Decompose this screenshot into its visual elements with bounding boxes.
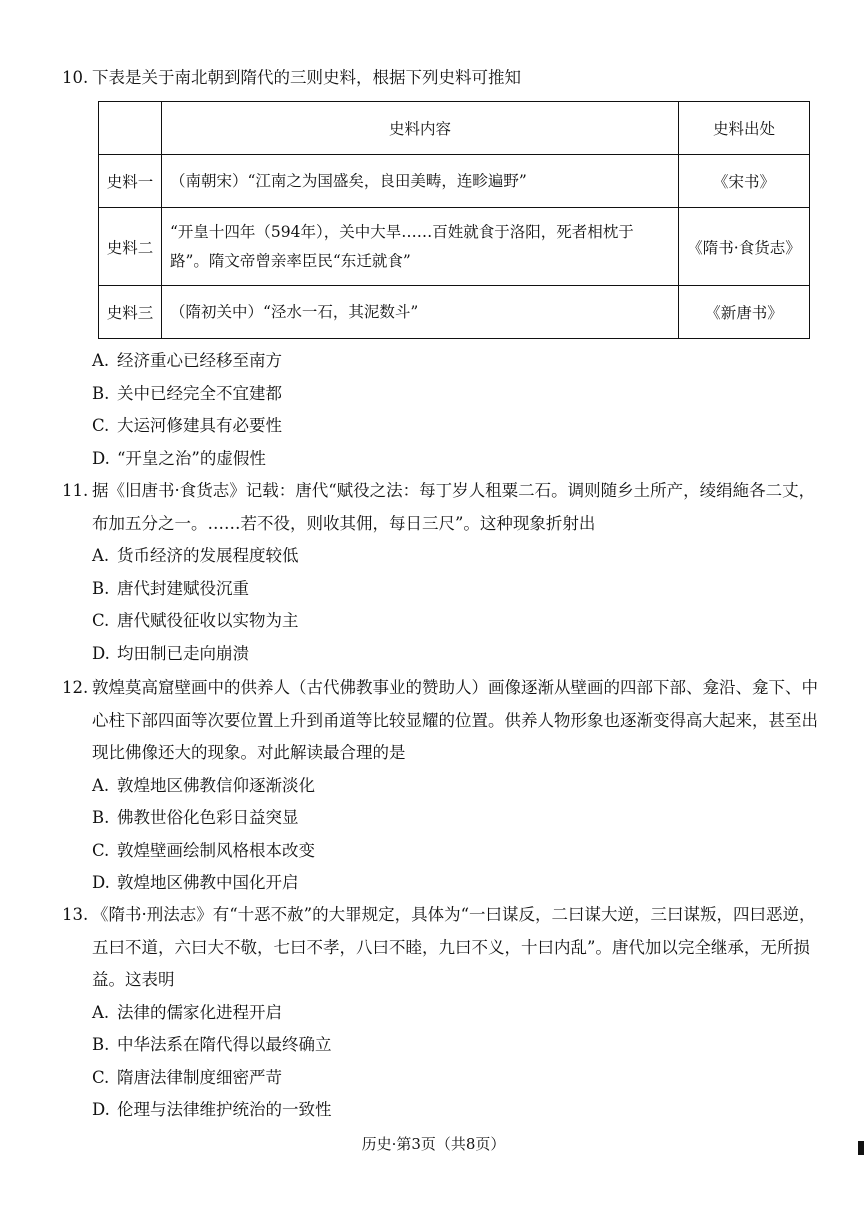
option-text: 经济重心已经移至南方 — [117, 351, 282, 370]
question-number: 13. — [62, 905, 89, 924]
source-origin: 《隋书·食货志》 — [679, 208, 810, 286]
option-c — [92, 1062, 822, 1095]
option-label: A. — [92, 775, 110, 795]
option-text: 敦煌地区佛教中国化开启 — [117, 873, 299, 892]
option-c — [92, 835, 822, 868]
table-row — [99, 208, 810, 286]
option-a — [92, 770, 822, 803]
table-header-cell: 史料内容 — [162, 102, 679, 155]
option-c — [92, 605, 822, 638]
option-b — [92, 1029, 822, 1062]
option-label: D. — [92, 1100, 110, 1119]
option-d — [92, 638, 822, 671]
option-text: 法律的儒家化进程开启 — [117, 1002, 282, 1022]
option-text: 关中已经完全不宜建都 — [117, 383, 282, 403]
source-origin: 《新唐书》 — [679, 286, 810, 339]
option-text: 大运河修建具有必要性 — [117, 416, 282, 435]
option-a — [92, 997, 822, 1030]
option-a — [92, 345, 822, 378]
source-content: （南朝宋）“江南之为国盛矣，良田美畴，连畛遍野” — [162, 155, 679, 208]
source-name: 史料一 — [99, 155, 162, 208]
option-text: 佛教世俗化色彩日益突显 — [117, 808, 299, 827]
source-origin: 《宋书》 — [679, 155, 810, 208]
question-number: 12. — [62, 678, 89, 697]
scan-mark — [858, 1141, 864, 1155]
option-label: D. — [92, 873, 110, 892]
question-13 — [62, 899, 822, 1127]
option-text: 唐代封建赋役沉重 — [117, 578, 249, 598]
page-footer: 历史·第3页（共8页） — [361, 1135, 506, 1153]
question-stem: 据《旧唐书·食货志》记载：唐代“赋役之法：每丁岁人租粟二石。调则随乡土所产，绫绢絁各二丈，布加五分之一。……若不役，则收其佣，每日三尺”。这种现象折射出 — [92, 481, 816, 533]
option-label: C. — [92, 416, 110, 435]
table-header-cell — [99, 102, 162, 155]
source-table — [98, 101, 810, 339]
option-text: 敦煌壁画绘制风格根本改变 — [117, 840, 315, 860]
option-label: A. — [92, 1002, 110, 1022]
option-label: B. — [92, 578, 110, 598]
table-row — [99, 155, 810, 208]
option-label: B. — [92, 383, 110, 403]
question-number: 10. — [62, 68, 89, 87]
option-label: B. — [92, 808, 110, 827]
option-label: A. — [92, 351, 110, 370]
option-text: 唐代赋役征收以实物为主 — [117, 611, 299, 630]
option-label: A. — [92, 546, 110, 565]
question-11 — [62, 475, 822, 670]
table-header-cell: 史料出处 — [679, 102, 810, 155]
option-label: D. — [92, 643, 110, 663]
source-name: 史料三 — [99, 286, 162, 339]
option-label: C. — [92, 840, 110, 860]
option-text: 中华法系在隋代得以最终确立 — [117, 1035, 332, 1054]
question-stem: 敦煌莫高窟壁画中的供养人（古代佛教事业的赞助人）画像逐渐从壁画的四部下部、龛沿、龛下、中心柱下部四面等次要位置上升到甬道等比较显耀的位置。供养人物形象也逐渐变得高大起来，甚至出现比佛像还大的现象。对此解读最合理的是 — [92, 678, 818, 762]
option-d — [92, 1094, 822, 1127]
source-content: （隋初关中）“泾水一石，其泥数斗” — [162, 286, 679, 339]
option-label: D. — [92, 448, 110, 468]
option-d — [92, 443, 822, 476]
option-label: B. — [92, 1035, 110, 1054]
question-10-options — [62, 345, 822, 475]
question-number: 11. — [62, 481, 89, 500]
table-row — [99, 286, 810, 339]
option-c — [92, 410, 822, 443]
option-text: 货币经济的发展程度较低 — [117, 546, 299, 565]
table-header-row — [99, 102, 810, 155]
option-b — [92, 573, 822, 606]
option-text: 均田制已走向崩溃 — [117, 643, 249, 663]
option-b — [92, 802, 822, 835]
question-stem: 《隋书·刑法志》有“十恶不赦”的大罪规定，具体为“一曰谋反，二曰谋大逆，三曰谋叛，四曰恶逆，五曰不道，六曰大不敬，七曰不孝，八曰不睦，九曰不义，十曰内乱”。唐代加以完全继承，无所损益。这表明 — [92, 905, 816, 989]
source-content: “开皇十四年（594年），关中大旱……百姓就食于洛阳，死者相枕于路”。隋文帝曾亲率臣民“东迁就食” — [162, 208, 679, 286]
question-stem: 下表是关于南北朝到隋代的三则史料，根据下列史料可推知 — [92, 68, 521, 87]
option-text: 伦理与法律维护统治的一致性 — [117, 1100, 332, 1119]
option-label: C. — [92, 1067, 110, 1087]
question-10 — [62, 62, 822, 95]
option-text: “开皇之治”的虚假性 — [117, 448, 266, 468]
option-a — [92, 540, 822, 573]
source-name: 史料二 — [99, 208, 162, 286]
option-label: C. — [92, 611, 110, 630]
question-12 — [62, 672, 822, 900]
option-b — [92, 378, 822, 411]
option-d — [92, 867, 822, 900]
option-text: 隋唐法律制度细密严苛 — [117, 1067, 282, 1087]
option-text: 敦煌地区佛教信仰逐渐淡化 — [117, 775, 315, 795]
